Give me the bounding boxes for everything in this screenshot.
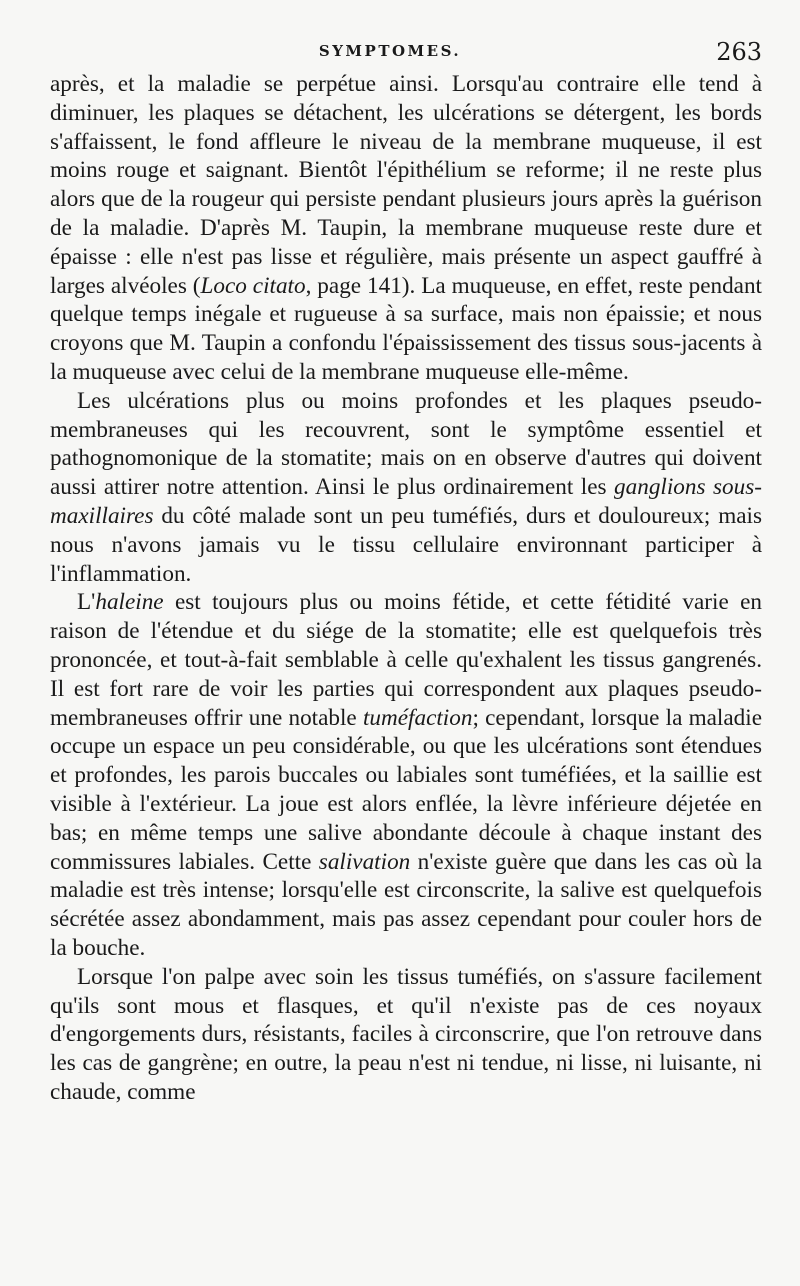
italic-term: salivation <box>318 848 411 875</box>
text-segment: est toujours plus ou moins fétide, et cette fétidité varie en raison de l'étendue et du siége de la stomatite; elle est quelquefois très prononcée, et tout-à-fait semblable à celle qu'exhalent les tissus gangrenés. Il est fort rare de voir les parties qui correspondent aux plaques pseudo-membraneuses offrir une notable <box>50 589 762 731</box>
text-segment: , page 141). La muqueuse, en effet, reste pendant quelque temps inégale et rugueuse à sa surface, mais non épaissie; et nous croyons que M. Taupin a confondu l'épaississement des tissus sous-jacents à la muqueuse avec celui de la membrane muqueuse elle-même. <box>50 272 762 385</box>
text-segment: du côté malade sont un peu tuméfiés, durs et douloureux; mais nous n'avons jamais vu le tissu cellulaire environnant participer à l'inflammation. <box>50 502 762 587</box>
italic-term: haleine <box>95 589 164 616</box>
text-segment: Lorsque l'on palpe avec soin les tissus tuméfiés, on s'assure facilement qu'ils sont mous et flasques, et qu'il n'existe pas de ces noyaux d'engorgements durs, résistants, faciles à circonscrire, que l'on retrouve dans les cas de gangrène; en outre, la peau n'est ni tendue, ni lisse, ni luisante, ni chaude, comme <box>50 963 762 1105</box>
text-segment: Les ulcérations plus ou moins profondes et les plaques pseudo-membraneuses qui les recouvrent, sont le symptôme essentiel et pathognomonique de la stomatite; mais on en observe d'autres qui doivent aussi attirer notre attention. Ainsi le plus ordinairement les <box>50 387 762 501</box>
running-head <box>0 38 800 66</box>
paragraph-1 <box>50 70 762 387</box>
running-title: SYMPTOMES. <box>318 42 462 60</box>
italic-citation: Loco citato <box>200 272 306 299</box>
page-number: 263 <box>716 38 762 66</box>
paragraph-3 <box>50 588 762 962</box>
paragraph-4 <box>50 963 762 1107</box>
text-segment: L' <box>77 589 96 616</box>
italic-term: ganglions sous-maxillaires <box>50 474 762 529</box>
paragraph-2 <box>50 387 762 589</box>
text-segment: n'existe guère que dans les cas où la maladie est très intense; lorsqu'elle est circonscrite, la salive est quelquefois sécrétée assez abondamment, mais pas assez cependant pour couler hors de la bouche. <box>50 848 762 961</box>
text-segment: ; cependant, lorsque la maladie occupe un espace un peu considérable, ou que les ulcérations sont étendues et profondes, les parois buccales ou labiales sont tuméfiées, et la saillie est visible à l'extérieur. La joue est alors enflée, la lèvre inférieure déjetée en bas; en même temps une salive abondante découle à chaque instant des commissures labiales. Cette <box>50 704 762 875</box>
text-segment: après, et la maladie se perpétue ainsi. Lorsqu'au contraire elle tend à diminuer, les plaques se détachent, les ulcérations se détergent, les bords s'affaissent, le fond affleure le niveau de la membrane muqueuse, il est moins rouge et saignant. Bientôt l'épithélium se reforme; il ne reste plus alors que de la rougeur qui persiste pendant plusieurs jours après la guérison de la maladie. D'après M. Taupin, la membrane muqueuse reste dure et épaisse : elle n'est pas lisse et régulière, mais présente un aspect gauffré à larges alvéoles ( <box>50 71 762 299</box>
body-text <box>50 70 762 1107</box>
italic-term: tuméfaction <box>362 704 473 731</box>
